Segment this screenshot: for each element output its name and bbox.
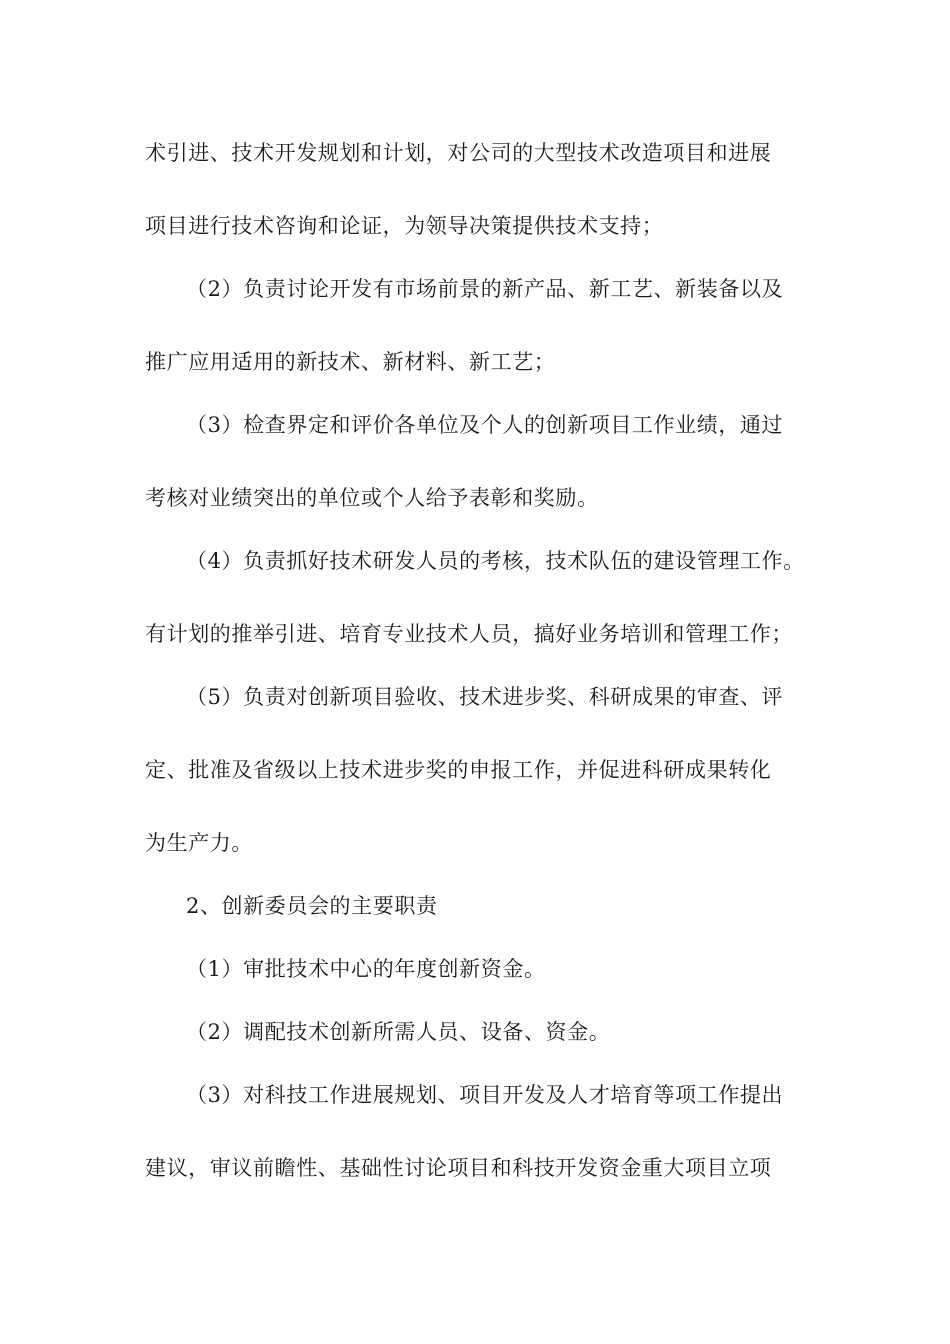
text-line: （1）审批技术中心的年度创新资金。: [186, 957, 546, 981]
text-line: （2）调配技术创新所需人员、设备、资金。: [186, 1020, 611, 1044]
text-line: 推广应用适用的新技术、新材料、新工艺；: [145, 350, 556, 374]
text-line: 项目进行技术咨询和论证，为领导决策提供技术支持；: [145, 214, 664, 238]
section-heading: 2、创新委员会的主要职责: [186, 894, 438, 918]
text-line: （3）检查界定和评价各单位及个人的创新项目工作业绩，通过: [186, 413, 784, 437]
text-line: 为生产力。: [145, 831, 253, 855]
text-line: 定、批准及省级以上技术进步奖的申报工作，并促进科研成果转化: [145, 758, 772, 782]
text-line: （4）负责抓好技术研发人员的考核，技术队伍的建设管理工作。: [186, 549, 805, 573]
text-line: 有计划的推举引进、培育专业技术人员，搞好业务培训和管理工作；: [145, 622, 793, 646]
text-line: 考核对业绩突出的单位或个人给予表彰和奖励。: [145, 486, 599, 510]
text-line: （3）对科技工作进展规划、项目开发及人才培育等项工作提出: [186, 1083, 784, 1107]
text-line: 建议，审议前瞻性、基础性讨论项目和科技开发资金重大项目立项: [145, 1156, 772, 1180]
text-line: （2）负责讨论开发有市场前景的新产品、新工艺、新装备以及: [186, 277, 784, 301]
text-line: （5）负责对创新项目验收、技术进步奖、科研成果的审查、评: [186, 685, 784, 709]
text-line: 术引进、技术开发规划和计划，对公司的大型技术改造项目和进展: [145, 141, 772, 165]
